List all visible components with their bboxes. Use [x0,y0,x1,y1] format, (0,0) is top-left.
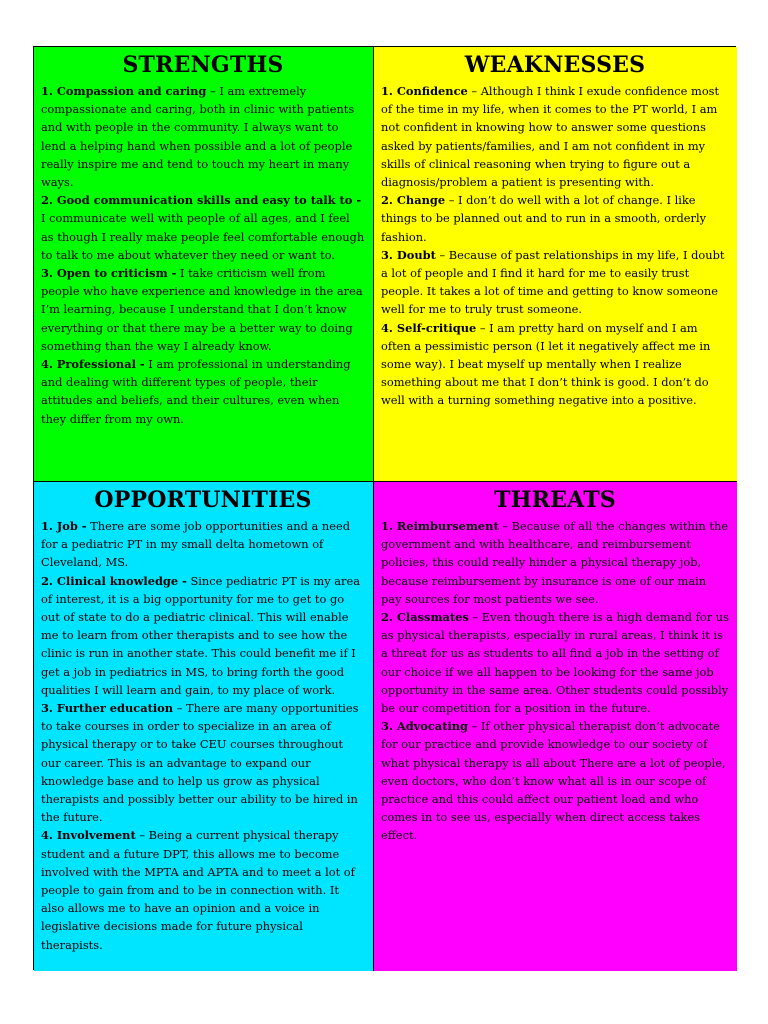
item-separator: – [435,247,449,262]
item-separator: – [476,320,490,335]
strengths-item [41,355,365,428]
weaknesses-item [381,319,729,410]
item-text: I take criticism well from people who have experience and knowledge in the area I’m learning, because I understand that I don’t know everything or that there may be a better way to doing something than the way I already know. [41,266,363,353]
item-separator: – [135,828,149,843]
item-text: There are some job opportunities and a need for a pediatric PT in my small delta hometown of Cleveland, MS. [41,519,351,570]
strengths-item [41,191,365,264]
item-text: Because of all the changes within the government and with healthcare, and reimbursement policies, this could really hinder a physical therapy job, because reimbursement by insurance is one of our main pay sources for most patients we see. [381,519,729,606]
opportunities-item [41,572,365,699]
item-label: 1. Reimbursement [381,519,499,533]
opportunities-quadrant [34,482,374,971]
item-text: I am pretty hard on myself and I am often a pessimistic person (I let it negatively affect me in some way). I beat myself up mentally when I realize something about me that I don’t think is good. I don’t do well with a turning something negative into a positive. [381,320,711,408]
item-text: Being a current physical therapy student and a future DPT, this allows me to become involved with the MPTA and APTA and to meet a lot of people to gain from and to be in connection with. It also allows me to have an opinion and a voice in legislative decisions made for future physical therapists. [41,828,355,952]
item-text: I don’t do well with a lot of change. I like things to be planned out and to run in a smooth, orderly fashion. [381,193,707,244]
item-label: 3. Advocating [381,719,469,734]
opportunities-item [41,826,365,953]
item-label: 2. Classmates [381,610,469,625]
item-separator: – [173,701,186,716]
item-label: 2. Good communication skills and easy to talk to - [41,193,362,208]
item-text: I am professional in understanding and dealing with different types of people, their attitudes and beliefs, and their cultures, even when they differ from my own. [41,357,351,426]
item-label: 3. Doubt [381,247,436,262]
threats-item [381,717,729,844]
opportunities-item [41,699,365,826]
item-text: I am extremely compassionate and caring, both in clinic with patients and with people in the community. I always want to lend a helping hand when possible and a lot of people really inspire me and tend to touch my heart in many ways. [41,84,355,190]
item-label: 2. Change [381,193,446,208]
item-text: There are many opportunities to take courses in order to specialize in an area of physical therapy or to take CEU courses throughout our career. This is an advantage to expand our knowledge base and to help us grow as physical therapists and possibly better our ability to be hired in the future. [41,701,359,825]
weaknesses-title: WEAKNESSES [464,52,646,78]
opportunities-item [41,517,365,572]
item-separator: – [468,610,482,625]
item-text: Although I think I exude confidence most of the time in my life, when it comes to the PT world, I am not confident in knowing how to answer some questions asked by patients/families, and I am not confident in my skills of clinical reasoning when trying to figure out a diagnosis/problem a patient is presenting with. [381,84,720,190]
threats-title: THREATS [494,487,616,513]
item-separator: – [206,84,220,98]
item-text: Even though there is a high demand for us as physical therapists, especially in rural areas, I think it is a threat for us as students to all find a job in the setting of our choice if we all happen to be looking for the same job opportunity in the same area. Other students could possibly be our competition for a position in the future. [381,610,729,716]
item-separator: – [498,519,512,533]
threats-quadrant [374,482,737,971]
item-label: 4. Involvement [41,828,136,843]
strengths-item [41,82,365,191]
item-separator: – [445,193,459,208]
item-text: If other physical therapist don’t advocate for our practice and provide knowledge to our society of what physical therapy is all about There are a lot of people, even doctors, who don’t know what all is in our scope of practice and this could affect our patient load and who comes in to see us, especially when direct access takes effect. [381,719,726,843]
threats-item [381,608,729,717]
item-text: Since pediatric PT is my area of interest, it is a big opportunity for me to get to go out of state to do a pediatric clinical. This will enable me to learn from other therapists and to see how the clinic is run in another state. This could benefit me if I get a job in pediatrics in MS, to bring forth the good qualities I will learn and gain, to my place of work. [41,573,361,697]
item-label: 1. Compassion and caring [41,84,207,98]
weaknesses-quadrant [374,47,737,482]
strengths-quadrant [34,47,374,482]
threats-item [381,517,729,608]
item-label: 1. Confidence [381,84,468,98]
opportunities-title: OPPORTUNITIES [94,487,312,513]
swot-grid [33,46,736,970]
weaknesses-item [381,82,729,191]
item-label: 4. Professional - [41,357,145,372]
strengths-item [41,264,365,355]
item-label: 3. Further education [41,701,174,716]
strengths-title: STRENGTHS [122,52,284,78]
item-label: 4. Self-critique [381,320,477,335]
item-text: I communicate well with people of all ages, and I feel as though I really make people feel comfortable enough to talk to me about whatever they need or want to. [41,211,365,262]
item-separator: – [468,719,481,734]
weaknesses-item [381,191,729,246]
item-label: 3. Open to criticism - [41,266,177,281]
item-text: Because of past relationships in my life, I doubt a lot of people and I find it hard for me to easily trust people. It takes a lot of time and getting to know someone well for me to truly trust someone. [381,247,725,317]
item-label: 1. Job - [41,519,87,533]
item-label: 2. Clinical knowledge - [41,573,187,588]
item-separator: – [467,84,481,98]
weaknesses-item [381,246,729,319]
